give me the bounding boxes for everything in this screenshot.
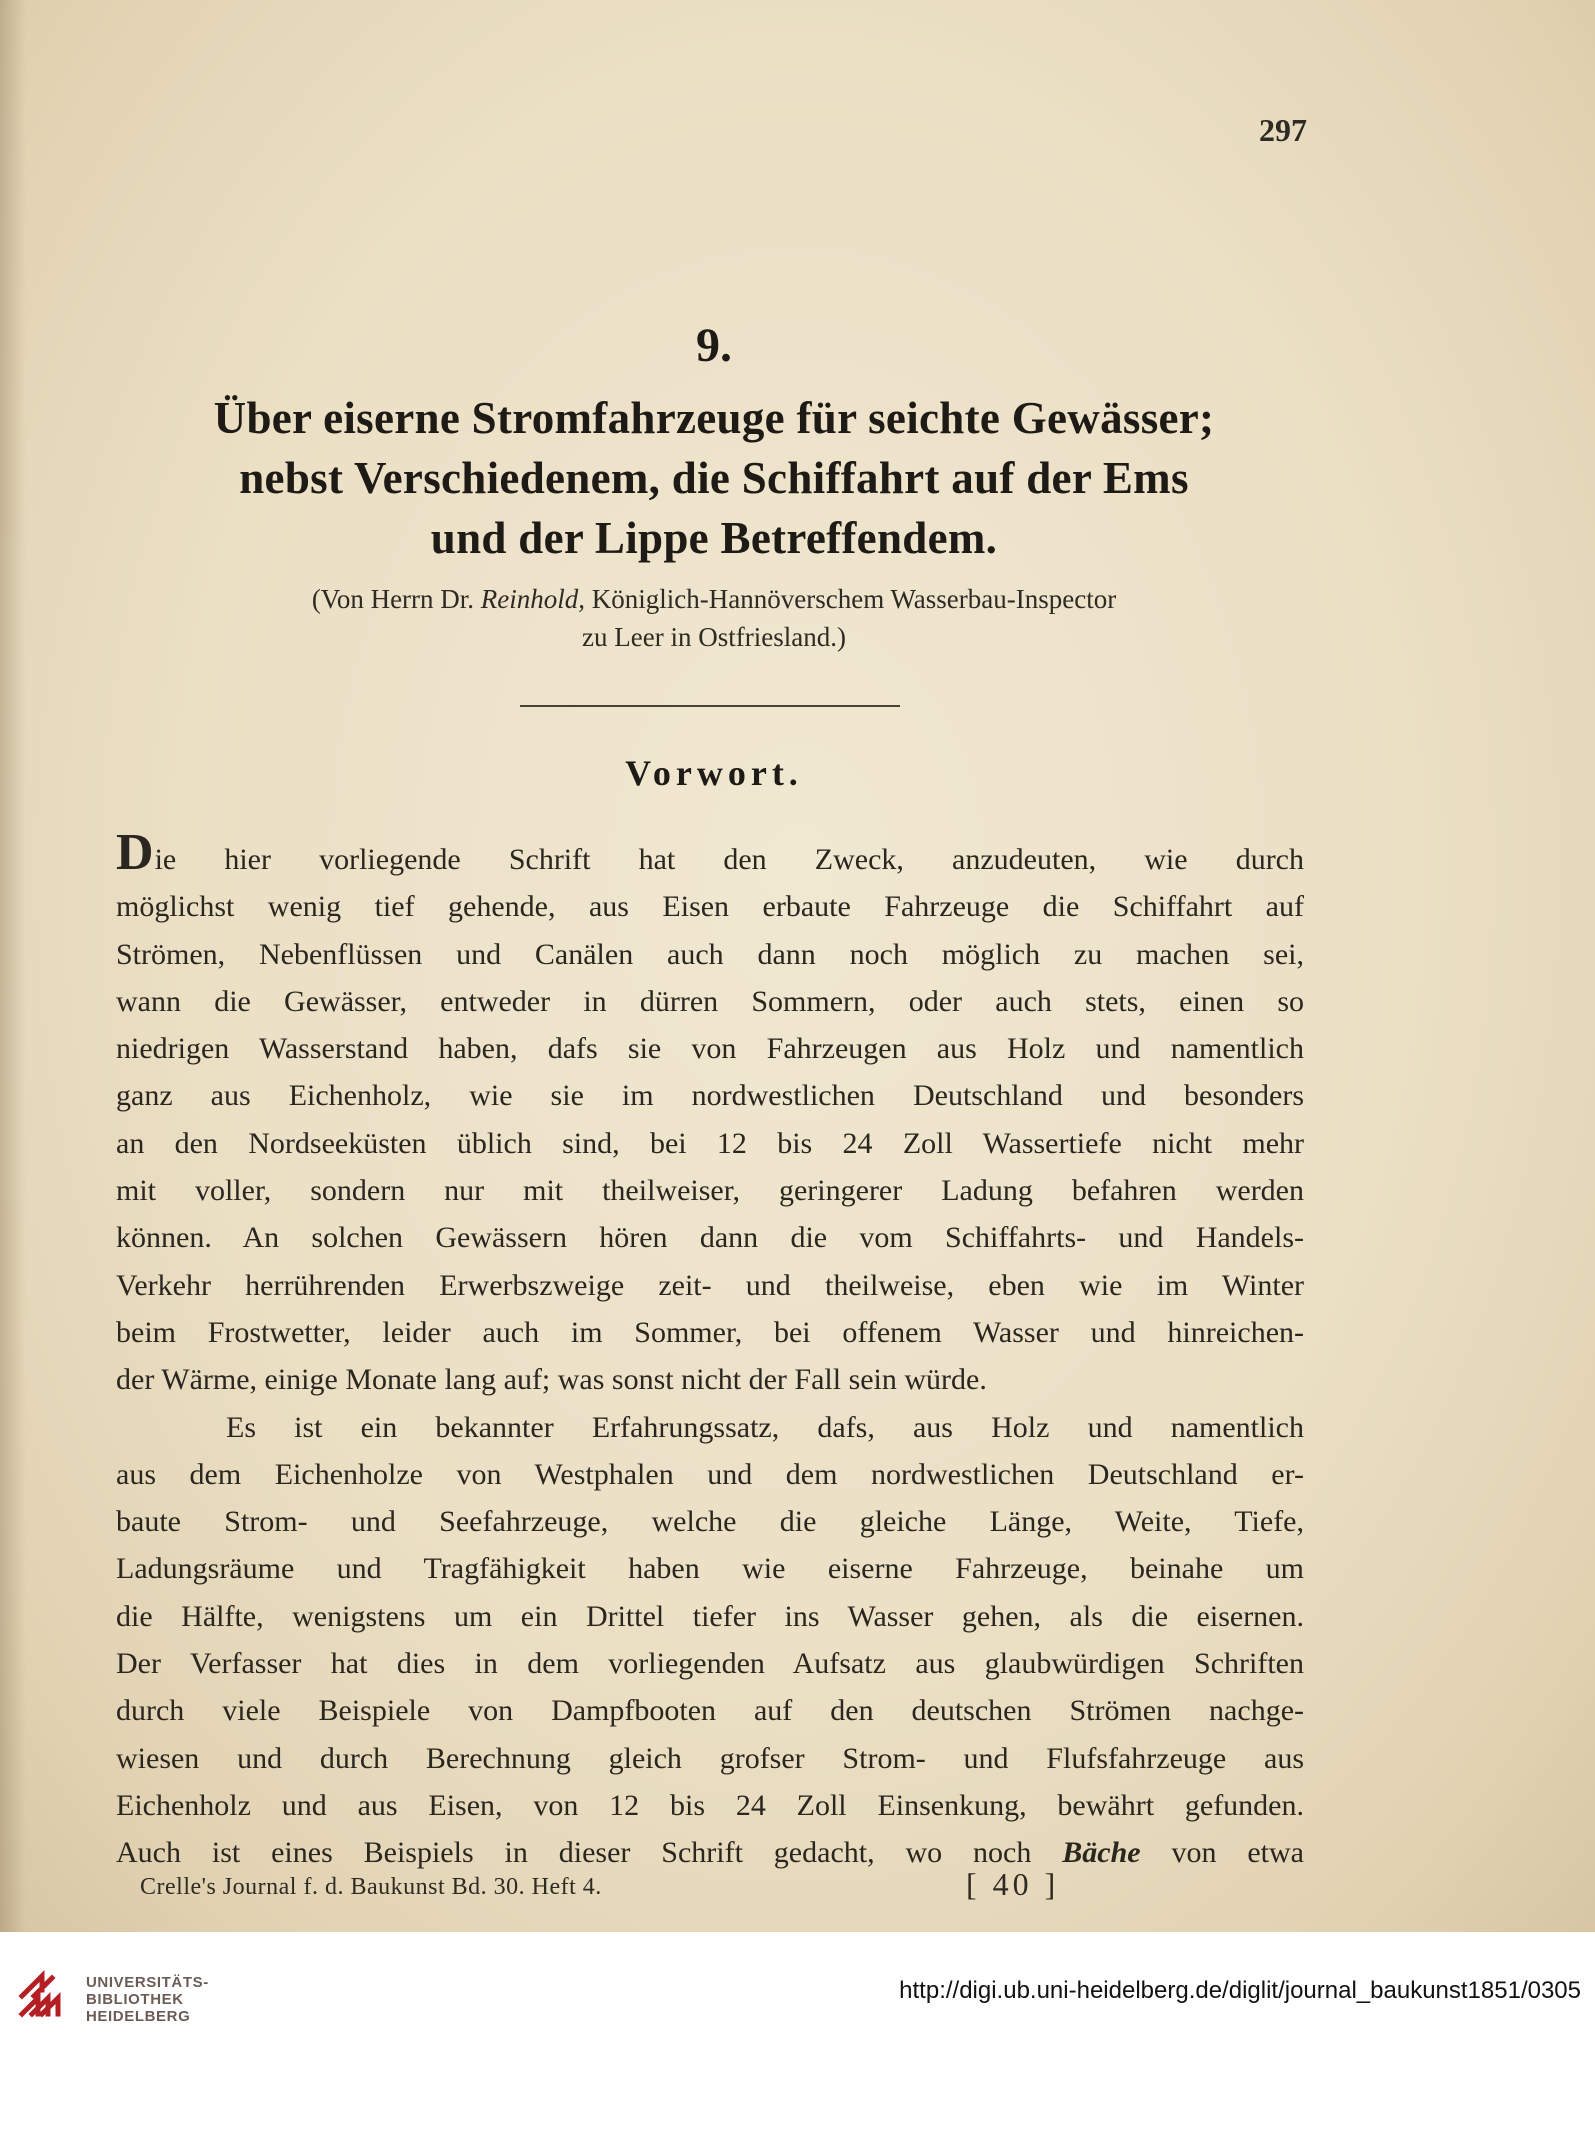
byline <box>100 580 1328 656</box>
text-line: mit voller, sondern nur mit theilweiser, geringerer Ladung befahren werden <box>116 1174 1304 1208</box>
footer-sheet-number: [ 40 ] <box>966 1866 1060 1902</box>
text-line: der Wärme, einige Monate lang auf; was sonst nicht der Fall sein würde. <box>116 1363 987 1397</box>
text-line: Eichenholz und aus Eisen, von 12 bis 24 Zoll Einsenkung, bewährt gefunden. <box>116 1788 1304 1822</box>
title-line: nebst Verschiedenem, die Schiffahrt auf der Ems <box>239 453 1189 503</box>
text-line: möglichst wenig tief gehende, aus Eisen erbaute Fahrzeuge die Schiffahrt auf <box>116 890 1304 924</box>
text-line: aus dem Eichenholze von Westphalen und dem nordwestlichen Deutschland er- <box>116 1457 1304 1491</box>
footer-journal-reference: Crelle's Journal f. d. Baukunst Bd. 30. Heft 4. <box>140 1874 602 1900</box>
title-line: und der Lippe Betreffendem. <box>430 513 998 563</box>
body-text <box>116 824 1304 1877</box>
text-line: Der Verfasser hat dies in dem vorliegenden Aufsatz aus glaubwürdigen Schriften <box>116 1647 1304 1681</box>
section-divider <box>520 705 900 707</box>
byline-suffix: Königlich-Hannöverschem Wasserbau-Inspector <box>585 584 1117 614</box>
text-line: an den Nordseeküsten üblich sind, bei 12 bis 24 Zoll Wassertiefe nicht mehr <box>116 1126 1304 1160</box>
section-heading: Vorwort. <box>625 753 803 793</box>
text-line: baute Strom- und Seefahrzeuge, welche die gleiche Länge, Weite, Tiefe, <box>116 1505 1304 1539</box>
text-line: durch viele Beispiele von Dampfbooten auf den deutschen Strömen nachge- <box>116 1694 1304 1728</box>
text-line: können. An solchen Gewässern hören dann die vom Schiffahrts- und Handels- <box>116 1221 1304 1255</box>
library-footer-bar <box>0 1932 1595 2139</box>
text-line: wiesen und durch Berechnung gleich grofser Strom- und Flufsfahrzeuge aus <box>116 1741 1304 1775</box>
author-name: Reinhold, <box>480 584 586 614</box>
text-line: wann die Gewässer, entweder in dürren Sommern, oder auch stets, einen so <box>116 984 1304 1018</box>
text-line: Die hier vorliegende Schrift hat den Zweck, anzudeuten, wie durch <box>116 824 1304 881</box>
text-line: Strömen, Nebenflüssen und Canälen auch dann noch möglich zu machen sei, <box>116 937 1304 971</box>
text-line: die Hälfte, wenigstens um ein Drittel tiefer ins Wasser gehen, als die eisernen. <box>116 1599 1304 1633</box>
library-name[interactable]: UNIVERSITÄTS- BIBLIOTHEK HEIDELBERG <box>86 1974 209 2025</box>
permalink-url[interactable]: http://digi.ub.uni-heidelberg.de/diglit/journal_baukunst1851/0305 <box>899 1977 1581 2004</box>
byline-prefix: (Von Herrn Dr. <box>311 584 481 614</box>
article-number: 9. <box>696 319 732 372</box>
text-line: niedrigen Wasserstand haben, dafs sie von Fahrzeugen aus Holz und namentlich <box>116 1032 1304 1066</box>
text-line: Verkehr herrührenden Erwerbszweige zeit- und theilweise, eben wie im Winter <box>116 1268 1304 1302</box>
text-line: Auch ist eines Beispiels in dieser Schrift gedacht, wo noch Bäche von etwa <box>116 1836 1304 1870</box>
page-number: 297 <box>1259 112 1307 148</box>
byline-line2: zu Leer in Ostfriesland.) <box>582 622 846 652</box>
emphasis-baeche: Bäche <box>1062 1836 1141 1870</box>
text-line: ganz aus Eichenholz, wie sie im nordwestlichen Deutschland und besonders <box>116 1079 1304 1113</box>
drop-cap: D <box>116 824 155 881</box>
text-line: Es ist ein bekannter Erfahrungssatz, dafs, aus Holz und namentlich <box>226 1410 1304 1444</box>
title-line: Über eiserne Stromfahrzeuge für seichte Gewässer; <box>213 393 1215 443</box>
text-line: beim Frostwetter, leider auch im Sommer, bei offenem Wasser und hinreichen- <box>116 1315 1304 1349</box>
text-line: Ladungsräume und Tragfähigkeit haben wie eiserne Fahrzeuge, beinahe um <box>116 1552 1304 1586</box>
article-title <box>100 388 1328 568</box>
heidelberg-library-logo-icon[interactable] <box>18 1970 70 2022</box>
